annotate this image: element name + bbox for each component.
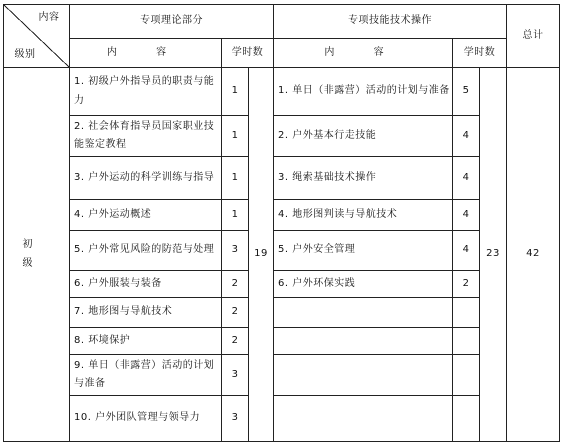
skill-item-hours: 4 xyxy=(462,171,470,183)
skill-item: 5. 户外安全管理 xyxy=(278,244,356,256)
skill-section-title: 专项技能技术操作 xyxy=(348,15,432,27)
skill-item: 3. 绳索基础技术操作 xyxy=(278,171,377,183)
theory-item-hours: 1 xyxy=(231,85,239,97)
corner-level-label: 级别 xyxy=(14,48,36,60)
grand-total: 42 xyxy=(526,248,540,260)
corner-content-label: 内容 xyxy=(38,11,60,23)
theory-item: 5. 户外常见风险的防范与处理 xyxy=(74,244,215,256)
skill-item-hours: 4 xyxy=(462,208,470,220)
skill-item-hours: 4 xyxy=(462,129,470,141)
theory-item-hours: 1 xyxy=(231,208,239,220)
theory-item: 6. 户外服装与装备 xyxy=(74,277,162,289)
theory-item: 8. 环境保护 xyxy=(74,334,131,346)
skill-item-hours: 2 xyxy=(462,277,470,289)
theory-item-hours: 1 xyxy=(231,171,239,183)
theory-item-hours: 2 xyxy=(231,306,239,318)
skill-item: 6. 户外环保实践 xyxy=(278,277,356,289)
theory-item: 10. 户外团队管理与领导力 xyxy=(74,412,201,424)
skill-subtotal: 23 xyxy=(486,248,500,260)
skill-item-hours: 4 xyxy=(462,244,470,256)
skill-item: 2. 户外基本行走技能 xyxy=(278,129,377,141)
theory-item: 4. 户外运动概述 xyxy=(74,208,152,220)
theory-item-hours: 2 xyxy=(231,277,239,289)
skill-item: 4. 地形图判读与导航技术 xyxy=(278,208,398,220)
theory-item-hours: 2 xyxy=(231,334,239,346)
skill-hours-header: 学时数 xyxy=(463,46,496,58)
theory-item: 1. 初级户外指导员的职责与能力 xyxy=(74,76,215,106)
theory-content-header: 内 容 xyxy=(106,46,185,58)
skill-item: 1. 单日（非露营）活动的计划与准备 xyxy=(278,85,450,97)
theory-section-title: 专项理论部分 xyxy=(140,15,203,27)
theory-item-hours: 3 xyxy=(231,368,239,380)
skill-content-header: 内 容 xyxy=(324,46,402,58)
theory-item-hours: 3 xyxy=(231,244,239,256)
theory-item-hours: 1 xyxy=(231,129,239,141)
theory-subtotal: 19 xyxy=(254,248,268,260)
level-cell: 初 级 xyxy=(22,239,51,269)
theory-item: 9. 单日（非露营）活动的计划与准备 xyxy=(74,359,215,389)
total-column-title: 总计 xyxy=(522,29,544,41)
skill-item-hours: 5 xyxy=(462,85,470,97)
theory-item: 2. 社会体育指导员国家职业技能鉴定教程 xyxy=(74,120,215,150)
theory-item: 3. 户外运动的科学训练与指导 xyxy=(74,171,215,183)
theory-item: 7. 地形图与导航技术 xyxy=(74,306,173,318)
theory-item-hours: 3 xyxy=(231,412,239,424)
theory-hours-header: 学时数 xyxy=(231,46,264,58)
